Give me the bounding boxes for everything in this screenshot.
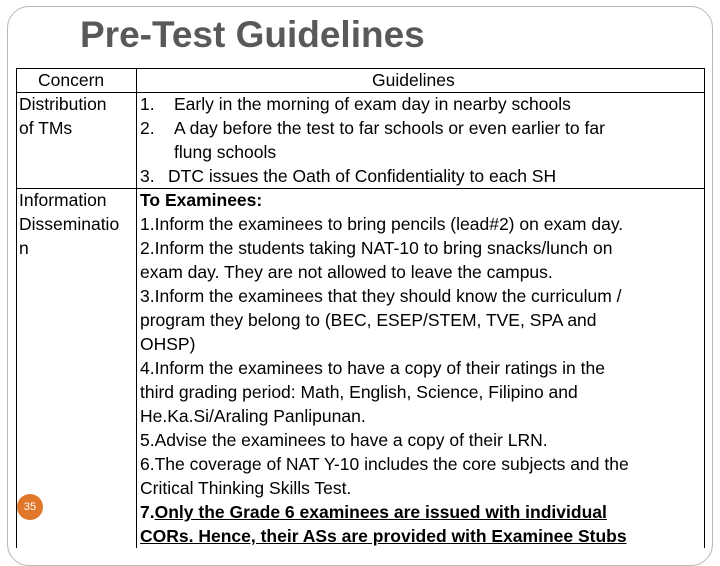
concern-distribution-line-2: of TMs xyxy=(19,118,73,138)
information-item-7-text: Only the Grade 6 examinees are issued with individual xyxy=(154,502,607,522)
table-border-right xyxy=(704,68,705,548)
distribution-item-2-text: A day before the test to far schools or even earlier to far xyxy=(174,118,605,138)
distribution-item-3-number: 3. xyxy=(140,166,155,186)
information-line: 2.Inform the students taking NAT-10 to bring snacks/lunch on xyxy=(140,238,613,258)
information-line: 3.Inform the examinees that they should know the curriculum / xyxy=(140,286,622,306)
information-line: OHSP) xyxy=(140,334,196,354)
guidelines-table xyxy=(16,68,705,548)
information-line: 5.Advise the examinees to have a copy of their LRN. xyxy=(140,430,548,450)
information-line: Critical Thinking Skills Test. xyxy=(140,478,352,498)
table-border-left xyxy=(16,68,17,548)
information-heading: To Examinees: xyxy=(140,190,263,210)
table-border-top xyxy=(16,68,705,69)
information-line: exam day. They are not allowed to leave the campus. xyxy=(140,262,553,282)
page-number-badge: 35 xyxy=(17,494,43,520)
information-line: 6.The coverage of NAT Y-10 includes the core subjects and the xyxy=(140,454,629,474)
concern-information-line-2: Disseminatio xyxy=(19,214,120,234)
information-line: third grading period: Math, English, Science, Filipino and xyxy=(140,382,578,402)
concern-distribution-line-1: Distribution xyxy=(19,94,107,114)
distribution-item-1-text: Early in the morning of exam day in nearby schools xyxy=(174,94,571,114)
concern-information-line-1: Information xyxy=(19,190,107,210)
concern-information-line-3: n xyxy=(19,238,29,258)
information-item-7-continued: CORs. Hence, their ASs are provided with Examinee Stubs xyxy=(140,526,627,546)
table-column-divider xyxy=(136,68,137,548)
information-item-7-number: 7. xyxy=(140,502,155,522)
distribution-item-3-text: DTC issues the Oath of Confidentiality to each SH xyxy=(168,166,557,186)
information-line: He.Ka.Si/Araling Panlipunan. xyxy=(140,406,366,426)
slide-title: Pre-Test Guidelines xyxy=(80,14,425,55)
distribution-item-2-number: 2. xyxy=(140,118,155,138)
information-line: 1.Inform the examinees to bring pencils (lead#2) on exam day. xyxy=(140,214,624,234)
distribution-item-1-number: 1. xyxy=(140,94,155,114)
information-line: 4.Inform the examinees to have a copy of their ratings in the xyxy=(140,358,605,378)
distribution-item-2-text-continued: flung schools xyxy=(174,142,277,162)
header-guidelines: Guidelines xyxy=(372,70,455,90)
row-divider xyxy=(16,188,705,189)
information-line: program they belong to (BEC, ESEP/STEM, TVE, SPA and xyxy=(140,310,597,330)
information-item-7 xyxy=(140,500,607,524)
header-concern: Concern xyxy=(38,70,105,90)
